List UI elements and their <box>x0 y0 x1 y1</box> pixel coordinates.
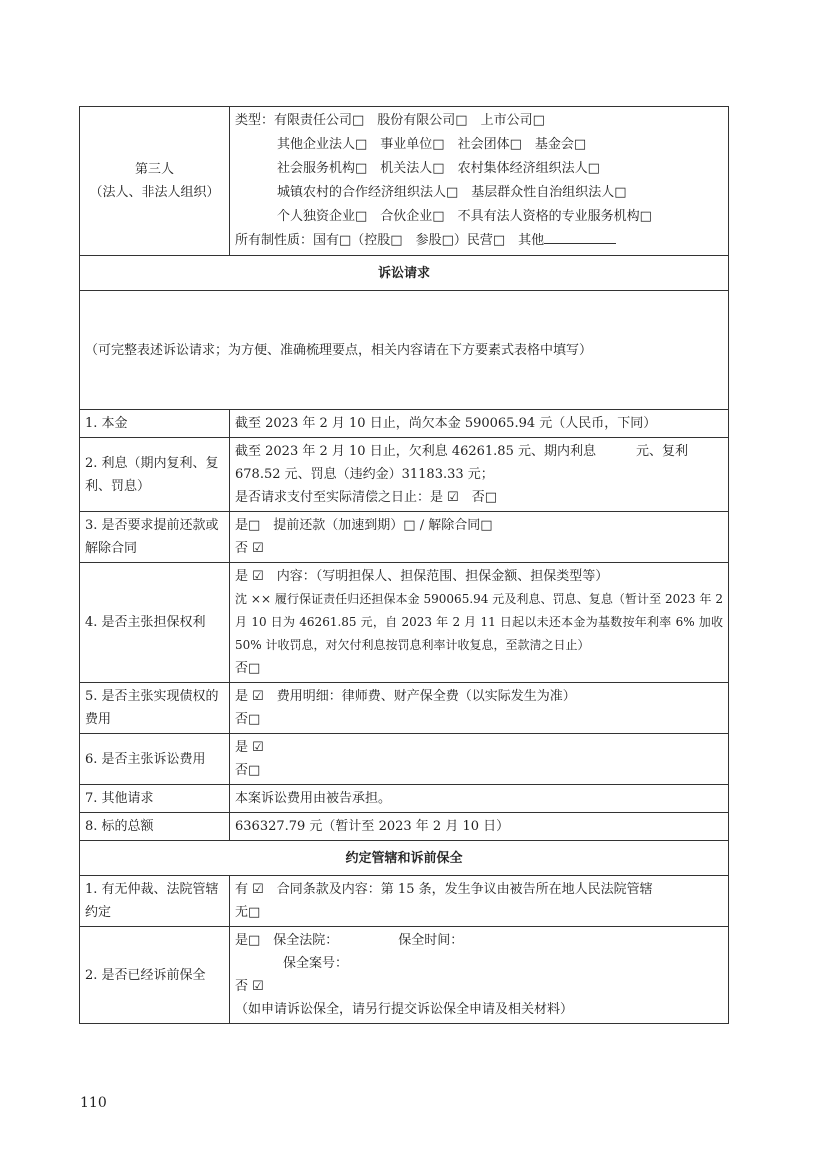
ownership-other-blank[interactable] <box>544 229 616 244</box>
other-claims-row <box>80 785 729 813</box>
third-party-label: 第三人 <box>134 162 174 177</box>
claims-note: （可完整表述诉讼请求；为方便、准确梳理要点，相关内容请在下方要素式表格中填写） <box>80 291 729 410</box>
complaint-form-table <box>79 106 729 1024</box>
third-party-type-cell <box>230 107 729 256</box>
interest-value-cell <box>230 438 729 512</box>
preservation-label: 2. 是否已经诉前保全 <box>80 927 230 1024</box>
ownership-line <box>235 229 723 253</box>
guarantee-line-no: 否□ <box>235 661 261 676</box>
section-jurisdiction-row <box>80 841 729 876</box>
early-repay-row <box>80 512 729 563</box>
creditor-costs-label: 5. 是否主张实现债权的费用 <box>80 683 230 734</box>
arbitration-line-1: 有 ☑ 合同条款及内容：第 15 条，发生争议由被告所在地人民法院管辖 <box>235 882 653 897</box>
type-line-3: 社会服务机构□ 机关法人□ 农村集体经济组织法人□ <box>277 161 600 176</box>
interest-line-3: 是否请求支付至实际清偿之日止：是 ☑ 否□ <box>235 490 498 505</box>
interest-label: 2. 利息（期内复利、复利、罚息） <box>80 438 230 512</box>
principal-label: 1. 本金 <box>80 410 230 438</box>
early-repay-value-cell <box>230 512 729 563</box>
section-jurisdiction-title: 约定管辖和诉前保全 <box>80 841 729 876</box>
guarantee-line-1: 是 ☑ 内容：（写明担保人、担保范围、担保金额、担保类型等） <box>235 569 609 584</box>
preservation-court: 是□ 保全法院： <box>235 933 339 948</box>
claims-note-row <box>80 291 729 410</box>
ownership-text: 所有制性质：国有□（控股□ 参股□）民营□ 其他 <box>235 233 545 248</box>
interest-line-1a: 截至 2023 年 2 月 10 日止，欠利息 46261.85 元、期内利息 <box>235 444 596 459</box>
other-claims-value: 本案诉讼费用由被告承担。 <box>230 785 729 813</box>
page-number: 110 <box>80 1095 107 1111</box>
interest-line-1 <box>235 440 723 463</box>
litigation-costs-line-2: 否□ <box>235 763 261 778</box>
guarantee-detail: 沈 ×× 履行保证责任归还担保本金 590065.94 元及利息、罚息、复息（暂计至 2023 年 2 月 10 日为 46261.85 元，自 2023 年 2 月 11 日起以未还本金为基数按年利率 6% 加收 50% 计收罚息，对欠付利息按罚息利率计收复息，至款清之日止） <box>235 592 723 652</box>
interest-line-1b: 元、复利 <box>636 444 689 459</box>
interest-line-2: 678.52 元、罚息（违约金）31183.33 元； <box>235 467 494 482</box>
litigation-costs-value-cell <box>230 734 729 785</box>
arbitration-line-2: 无□ <box>235 905 261 920</box>
creditor-costs-row <box>80 683 729 734</box>
preservation-time: 保全时间： <box>398 933 464 948</box>
arbitration-value-cell <box>230 876 729 927</box>
creditor-costs-line-2: 否□ <box>235 712 261 727</box>
total-value: 636327.79 元（暂计至 2023 年 2 月 10 日） <box>230 813 729 841</box>
type-line-5: 个人独资企业□ 合伙企业□ 不具有法人资格的专业服务机构□ <box>277 209 652 224</box>
creditor-costs-value-cell <box>230 683 729 734</box>
guarantee-value-cell <box>230 563 729 683</box>
total-label: 8. 标的总额 <box>80 813 230 841</box>
arbitration-label: 1. 有无仲裁、法院管辖约定 <box>80 876 230 927</box>
arbitration-row <box>80 876 729 927</box>
third-party-label-cell <box>80 107 230 256</box>
litigation-costs-label: 6. 是否主张诉讼费用 <box>80 734 230 785</box>
third-party-row <box>80 107 729 256</box>
principal-row <box>80 410 729 438</box>
guarantee-row <box>80 563 729 683</box>
early-repay-line-2: 否 ☑ <box>235 541 264 556</box>
litigation-costs-line-1: 是 ☑ <box>235 740 264 755</box>
type-line-2: 其他企业法人□ 事业单位□ 社会团体□ 基金会□ <box>277 137 587 152</box>
type-line-1: 类型：有限责任公司□ 股份有限公司□ 上市公司□ <box>235 113 545 128</box>
early-repay-label: 3. 是否要求提前还款或解除合同 <box>80 512 230 563</box>
other-claims-label: 7. 其他请求 <box>80 785 230 813</box>
principal-value: 截至 2023 年 2 月 10 日止，尚欠本金 590065.94 元（人民币，下同） <box>230 410 729 438</box>
preservation-line-3: 否 ☑ <box>235 979 264 994</box>
preservation-value-cell <box>230 927 729 1024</box>
preservation-line-1 <box>235 929 723 952</box>
litigation-costs-row <box>80 734 729 785</box>
guarantee-label: 4. 是否主张担保权利 <box>80 563 230 683</box>
type-line-4: 城镇农村的合作经济组织法人□ 基层群众性自治组织法人□ <box>277 185 627 200</box>
early-repay-line-1: 是□ 提前还款（加速到期）□ / 解除合同□ <box>235 518 493 533</box>
section-claims-title: 诉讼请求 <box>80 256 729 291</box>
section-claims-row <box>80 256 729 291</box>
interest-row <box>80 438 729 512</box>
preservation-line-4: （如申请诉讼保全，请另行提交诉讼保全申请及相关材料） <box>235 1002 574 1017</box>
third-party-label-sub: （法人、非法人组织） <box>89 185 220 200</box>
preservation-row <box>80 927 729 1024</box>
creditor-costs-line-1: 是 ☑ 费用明细：律师费、财产保全费（以实际发生为准） <box>235 689 576 704</box>
total-row <box>80 813 729 841</box>
preservation-line-2: 保全案号： <box>283 956 349 971</box>
